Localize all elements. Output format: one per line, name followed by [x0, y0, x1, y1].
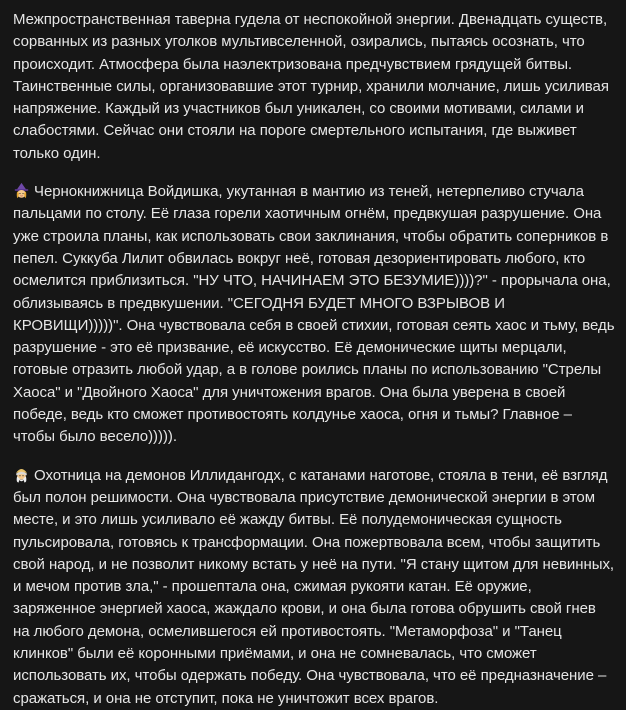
witch-emoji-icon [13, 182, 30, 199]
paragraph-text: Охотница на демонов Иллидангодх, с катанами наготове, стояла в тени, её взгляд был полон решимости. Она чувствовала присутствие демонической энергии в этом месте, и это лишь усиливало её жажду битвы. Её полудемоническая сущность пульсировала, готовясь к трансформации. Она пожертвовала всем, чтобы защитить свой народ, и не позволит никому встать у неё на пути. "Я стану щитом для невинных, и мечом против зла," - прошептала она, сжимая рукояти катан. Её оружие, заряженное энергией хаоса, жаждало крови, и она была готова обрушить свой гнев на любого демона, осмелившегося ей противостоять. "Метаморфоза" и "Танец клинков" были её коронными приёмами, и она не сомневалась, что сможет использовать их, чтобы одержать победу. Она чувствовала, что её предназначение – сражаться, и она не отступит, пока не уничтожит всех врагов. [13, 466, 615, 707]
paragraph-text: Чернокнижница Войдишка, укутанная в мантию из теней, нетерпеливо стучала пальцами по столу. Её глаза горели хаотичным огнём, предвкушая разрушение. Она уже строила планы, как использовать свои заклинания, чтобы обратить соперников в пепел. Суккуба Лилит обвилась вокруг неё, готовая дезориентировать любого, кто осмелится приблизиться. "НУ ЧТО, НАЧИНАЕМ ЭТО БЕЗУМИЕ))))?" - прорычала она, облизываясь в предвкушении. "СЕГОДНЯ БУДЕТ МНОГО ВЗРЫВОВ И КРОВИЩИ)))))". Она чувствовала себя в своей стихии, готовая сеять хаос и тьму, ведь разрушение - это её призвание, её искусство. Её демонические щиты мерцали, готовые отразить любой удар, а в голове роились планы по использованию "Стрелы Хаоса" и "Двойного Хаоса" для уничтожения врагов. Она была уверена в своей победе, ведь кто сможет противостоять колдунье хаоса, огня и тьмы? Главное – чтобы было весело))))). [13, 183, 615, 446]
story-text [13, 9, 616, 710]
paragraph-warlock [13, 181, 616, 449]
paragraph-intro [13, 9, 616, 165]
paragraph-text: Межпространственная таверна гудела от неспокойной энергии. Двенадцать существ, сорванных из разных уголков мультивселенной, озирались, пытаясь осознать, что происходит. Атмосфера была наэлектризована предчувствием грядущей битвы. Таинственные силы, организовавшие этот турнир, хранили молчание, лишь усиливая напряжение. Каждый из участников был уникален, со своими мотивами, силами и слабостями. Сейчас они стояли на пороге смертельного испытания, где выживет только один. [13, 11, 609, 162]
paragraph-demon-hunter [13, 465, 616, 710]
mage-emoji-icon [13, 466, 30, 483]
